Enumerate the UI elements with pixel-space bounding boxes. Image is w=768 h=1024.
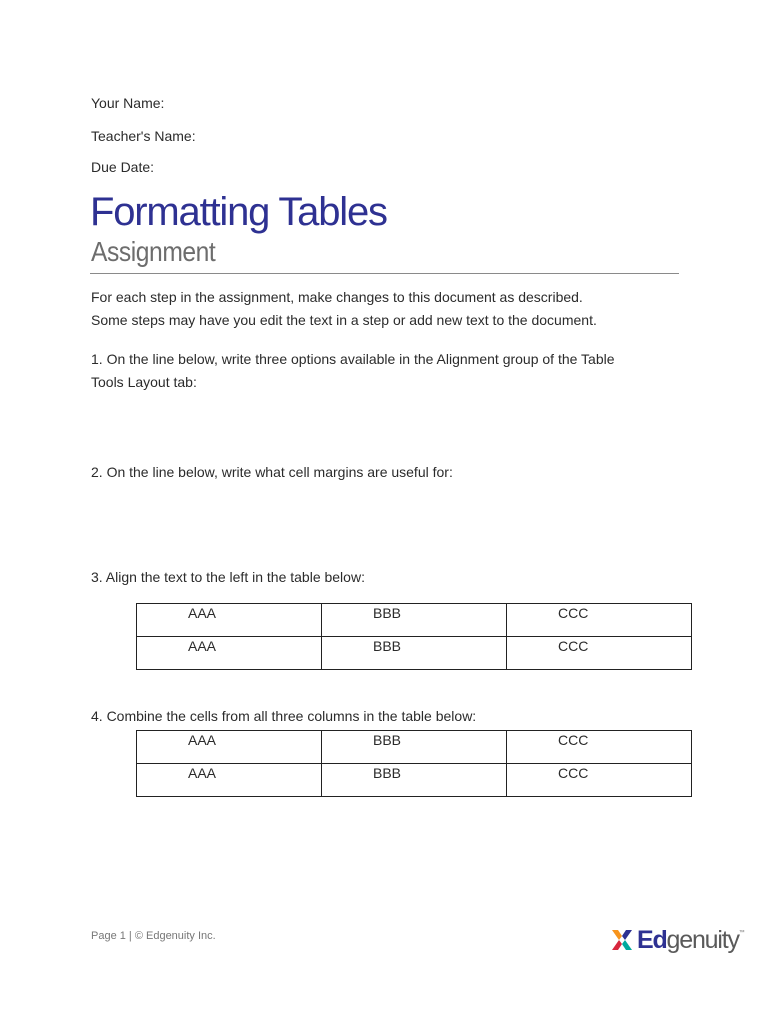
- table-cell[interactable]: AAA: [137, 604, 322, 637]
- logo-genuity: genuity: [666, 925, 739, 954]
- intro-paragraph: [91, 286, 691, 332]
- step-1-line-2: Tools Layout tab:: [91, 374, 197, 390]
- table-row: [137, 764, 692, 797]
- step-3: 3. Align the text to the left in the table below:: [91, 569, 365, 585]
- step-1: [91, 348, 691, 394]
- document-title: Formatting Tables: [90, 190, 387, 234]
- page-footer: Page 1 | © Edgenuity Inc.: [91, 930, 216, 942]
- table-cell[interactable]: CCC: [507, 637, 692, 670]
- step-4: 4. Combine the cells from all three columns in the table below:: [91, 708, 477, 724]
- table-cell[interactable]: BBB: [322, 731, 507, 764]
- table-cell[interactable]: CCC: [507, 731, 692, 764]
- table-cell[interactable]: CCC: [507, 764, 692, 797]
- combine-cells-table: [136, 730, 692, 797]
- table-row: [137, 731, 692, 764]
- intro-line-2: Some steps may have you edit the text in a step or add new text to the document.: [91, 312, 597, 328]
- table-cell[interactable]: CCC: [507, 604, 692, 637]
- logo-ed: Ed: [637, 925, 667, 954]
- step-2: 2. On the line below, write what cell margins are useful for:: [91, 464, 453, 480]
- your-name-label: Your Name:: [91, 95, 165, 111]
- document-subtitle: Assignment: [91, 236, 216, 267]
- edgenuity-logo: [609, 924, 745, 956]
- alignment-table: [136, 603, 692, 670]
- table-cell[interactable]: BBB: [322, 637, 507, 670]
- due-date-label: Due Date:: [91, 159, 155, 175]
- table-cell[interactable]: AAA: [137, 637, 322, 670]
- table-cell[interactable]: BBB: [322, 764, 507, 797]
- table-row: [137, 637, 692, 670]
- table-row: [137, 604, 692, 637]
- trademark-symbol: ™: [738, 930, 745, 936]
- table-cell[interactable]: AAA: [137, 764, 322, 797]
- table-cell[interactable]: BBB: [322, 604, 507, 637]
- title-divider: [90, 273, 679, 274]
- intro-line-1: For each step in the assignment, make changes to this document as described.: [91, 289, 583, 305]
- step-1-line-1: 1. On the line below, write three options available in the Alignment group of the Table: [91, 351, 615, 367]
- logo-wordmark: [637, 926, 739, 955]
- teacher-name-label: Teacher's Name:: [91, 128, 196, 144]
- x-mark-logo-icon: [609, 927, 635, 953]
- table-cell[interactable]: AAA: [137, 731, 322, 764]
